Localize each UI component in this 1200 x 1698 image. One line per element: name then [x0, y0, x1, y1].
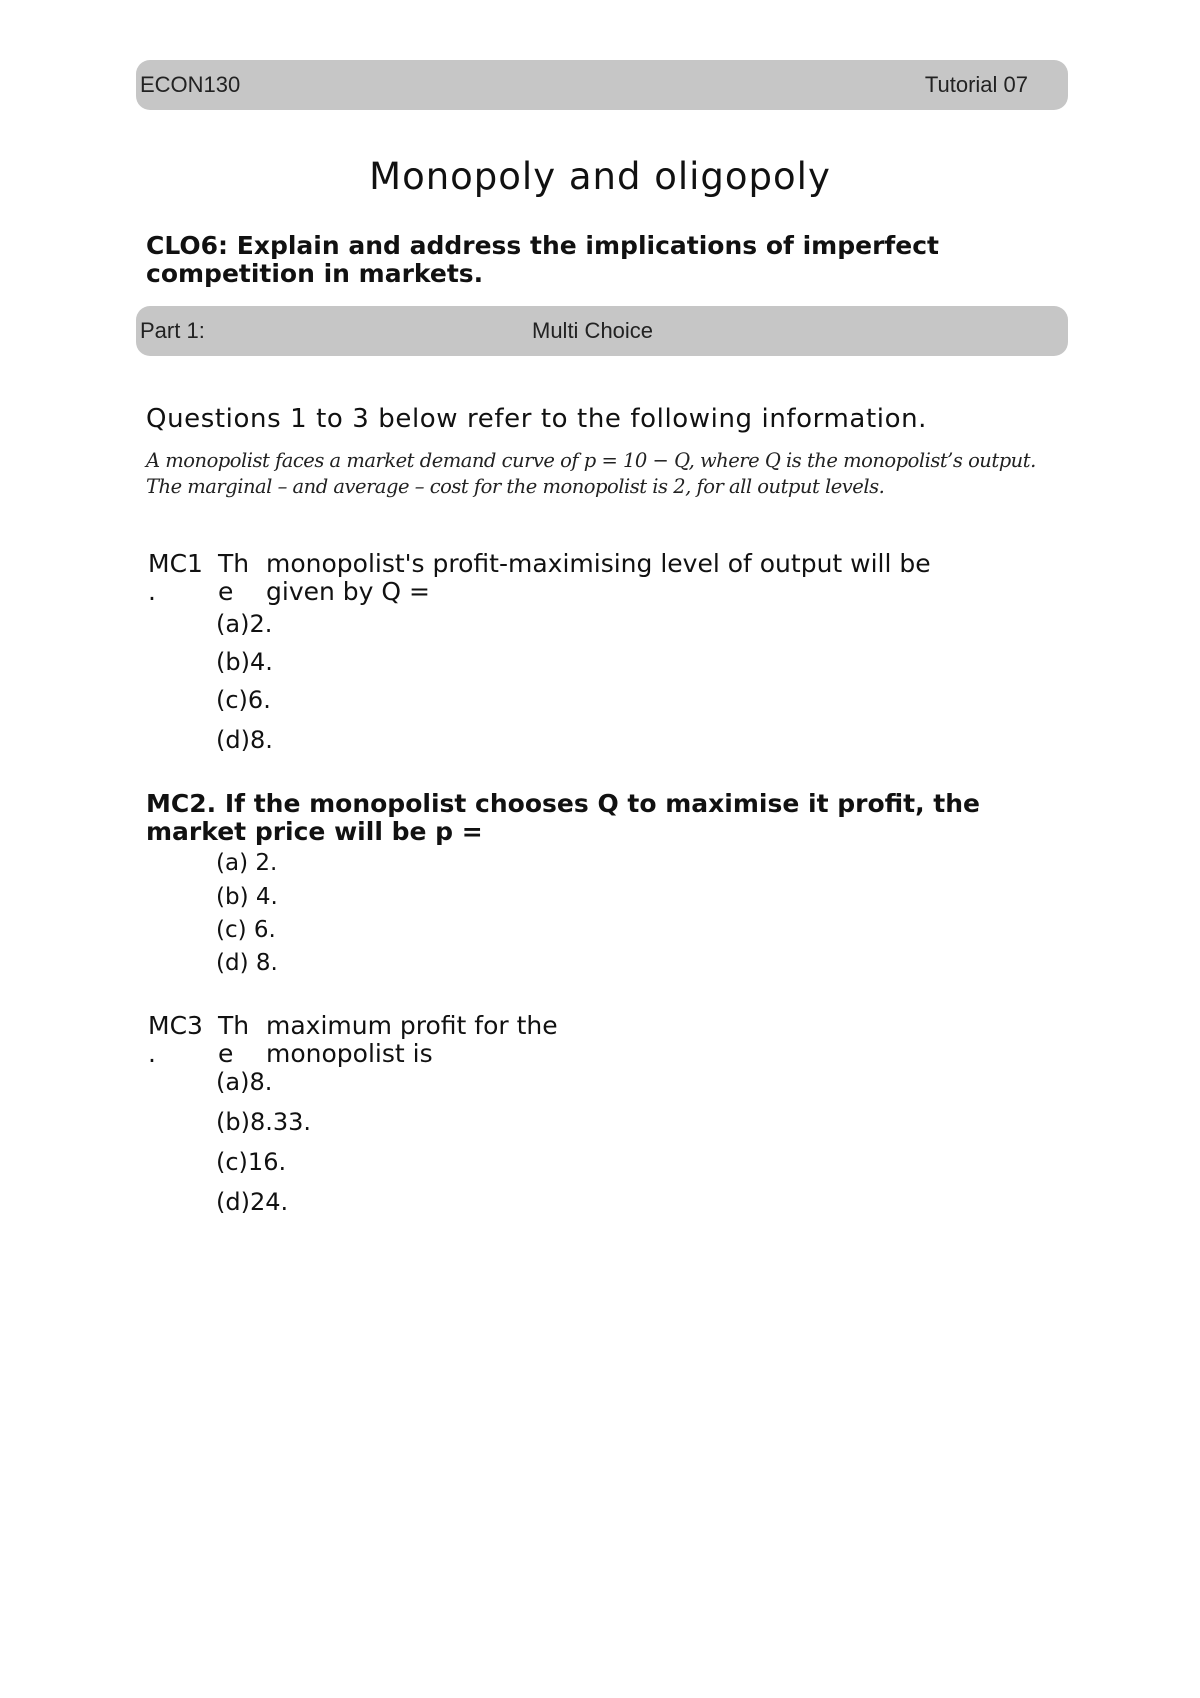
option-text: 8.33.: [249, 1108, 312, 1136]
option-a: [216, 850, 277, 876]
option-a: [216, 610, 272, 638]
page-title: Monopoly and oligopoly: [369, 155, 831, 198]
question-number: MC1: [148, 549, 203, 578]
option-text: 16.: [247, 1148, 287, 1176]
option-text: 2.: [249, 610, 273, 638]
option-label: (d): [216, 1188, 250, 1216]
question-word-fragment: Th: [218, 549, 250, 578]
option-b: [216, 648, 273, 676]
info-text: A monopolist faces a market demand curve of p = 10 − Q, where Q is the monopolist’s output. The marginal – and average – cost for the monopolist is 2, for all output levels.: [146, 449, 1036, 498]
question-number: MC3: [148, 1011, 203, 1040]
option-b: [216, 884, 278, 910]
option-text: 6.: [247, 686, 271, 714]
option-text: 24.: [249, 1188, 289, 1216]
option-c: [216, 686, 271, 714]
option-label: (c): [216, 686, 248, 714]
option-label: (a): [216, 1068, 250, 1096]
option-label: (b): [216, 648, 250, 676]
tutorial-number: Tutorial 07: [924, 72, 1028, 97]
option-c: [216, 917, 276, 943]
option-label: (b): [216, 1108, 250, 1136]
option-label: (a): [216, 610, 250, 638]
option-d: [216, 726, 273, 754]
option-label: (c): [216, 917, 247, 943]
question-word-fragment-end: e: [218, 1039, 234, 1068]
option-text: 2.: [255, 850, 278, 876]
question-text-line1: maximum profit for the: [266, 1011, 558, 1040]
question-text-line2: given by Q =: [266, 577, 430, 606]
question-word-fragment: Th: [218, 1011, 250, 1040]
option-text: 4.: [255, 884, 278, 910]
option-b: [216, 1108, 311, 1136]
option-label: (b): [216, 884, 249, 910]
part-bar: [136, 306, 1068, 356]
option-c: [216, 1148, 286, 1176]
option-d: [216, 1188, 288, 1216]
question-word-fragment-end: e: [218, 577, 234, 606]
header-bar: [136, 60, 1068, 110]
option-text: 6.: [253, 917, 276, 943]
option-a: [216, 1068, 272, 1096]
question-mc2: MC2. If the monopolist chooses Q to maximise it profit, the market price will be p =: [146, 789, 981, 846]
course-code: ECON130: [140, 72, 241, 97]
option-label: (c): [216, 1148, 248, 1176]
option-d: [216, 950, 278, 976]
option-text: 8.: [255, 950, 278, 976]
info-heading: Questions 1 to 3 below refer to the following information.: [146, 404, 928, 434]
question-number-dot: .: [148, 1039, 156, 1068]
course-learning-outcome: CLO6: Explain and address the implications of imperfect competition in markets.: [146, 231, 940, 288]
option-label: (a): [216, 850, 249, 876]
option-label: (d): [216, 726, 250, 754]
option-label: (d): [216, 950, 249, 976]
option-text: 8.: [249, 1068, 273, 1096]
part-label: Part 1:: [140, 318, 205, 343]
option-text: 4.: [249, 648, 273, 676]
question-text-line1: monopolist's profit-maximising level of output will be: [266, 549, 931, 578]
part-title: Multi Choice: [532, 318, 654, 343]
option-text: 8.: [249, 726, 273, 754]
question-text-line2: monopolist is: [266, 1039, 433, 1068]
question-number-dot: .: [148, 577, 156, 606]
